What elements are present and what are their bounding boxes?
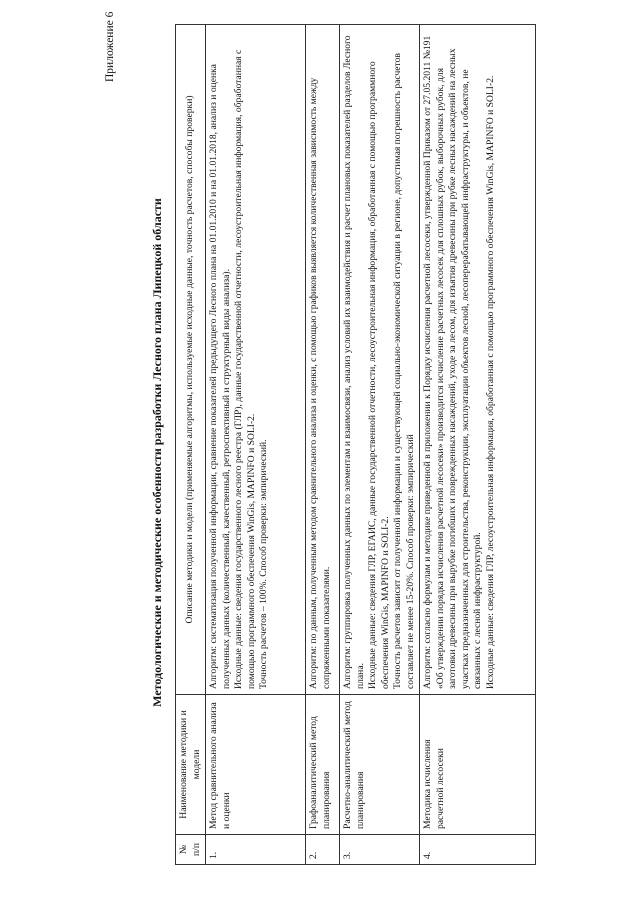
header-name: Наименование методики и модели [176, 695, 206, 835]
table-row [420, 25, 536, 865]
table-row [340, 25, 420, 865]
method-description [206, 25, 306, 695]
description-line: Алгоритм: систематизация полученной информации, сравнение показателей предыдущего Лесного плана на 01.01.2010 и на 01.01.2018, анализ и оценка полученных данных (количественный, качественный, ретроспективный и структурный виды анализа). [208, 64, 232, 689]
description-line: Точность расчетов зависит от полученной информации и существующей социально-экономической ситуации в регионе, допустимая погрешность расчетов составляет не менее 15-20%. Способ проверки: эмпирический [392, 53, 416, 689]
description-line: Алгоритм: по данным, полученным методом сравнительного анализа и оценки, с помощью графиков выявляется количественная зависимость между сопряженными показателями. [308, 77, 332, 689]
method-description [420, 25, 536, 695]
description-line: Исходные данные: сведения ГЛР, лесоустроительная информация, обработанная с помощью программного обеспечения WinGis, MAPINFO и SOLI-2. [484, 75, 496, 689]
header-num: № п/п [176, 835, 206, 865]
method-name: Графоаналитический метод планирования [306, 695, 340, 835]
description-line: Точность расчетов – 100%. Способ проверки: эмпирический. [258, 439, 269, 689]
row-number: 3. [340, 835, 420, 865]
row-number: 2. [306, 835, 340, 865]
methods-table [175, 24, 536, 865]
description-line: Исходные данные: сведения государственного лесного реестра (ГЛР), данные государственной отчетности, лесоустроительная информация, обработанная с помощью программного обеспечения WinGis, MAPINFO и SOLI-2. [233, 49, 257, 689]
table-header-row [176, 25, 206, 865]
description-line: Алгоритм: группировка полученных данных по элементам и взаимосвязи, анализ условий их взаимодействия и расчет плановых показателей разделов Лесного плана. [342, 35, 366, 689]
description-line: Алгоритм: согласно формулам и методике приведенной в приложении к Порядку исчисления расчетной лесосеки, утвержденной Приказом от 27.05.2011 №191 «Об утверждении порядка исчисления расчетной лесосеки» производится исчисление расчетных лесосек для сплошных рубок, выборочных рубок, для заготовки древесины при вырубке погибших и поврежденных насаждений, уходе за лесом, для изъятия древесины при рубке лесных насаждений на лесных участках предназначенных для строительства, реконструкции, эксплуатации объектов лесной, лесоперерабатывающей инфраструктуры, и объектов, не связанных с лесной инфраструктурой. [422, 35, 483, 689]
method-name: Методика исчисления расчетной лесосеки [420, 695, 536, 835]
header-desc: Описание методики и модели (применяемые алгоритмы, используемые исходные данные, точность расчетов, способы проверки) [176, 25, 206, 695]
method-name: Расчетно-аналитический метод планирования [340, 695, 420, 835]
row-number: 1. [206, 835, 306, 865]
appendix-label: Приложение 6 [104, 11, 116, 82]
method-name: Метод сравнительного анализа и оценки [206, 695, 306, 835]
row-number: 4. [420, 835, 536, 865]
method-description [306, 25, 340, 695]
description-line: Исходные данные: сведения ГЛР, ЕГАИС, данные государственной отчетности, лесоустроительная информация, обработанная с помощью программного обеспечения WinGis, MAPINFO и SOLI-2. [367, 61, 391, 689]
table-row [306, 25, 340, 865]
document-title: Методологические и методические особенности разработки Лесного плана Липецкой области [150, 198, 164, 707]
method-description [340, 25, 420, 695]
table-row [206, 25, 306, 865]
